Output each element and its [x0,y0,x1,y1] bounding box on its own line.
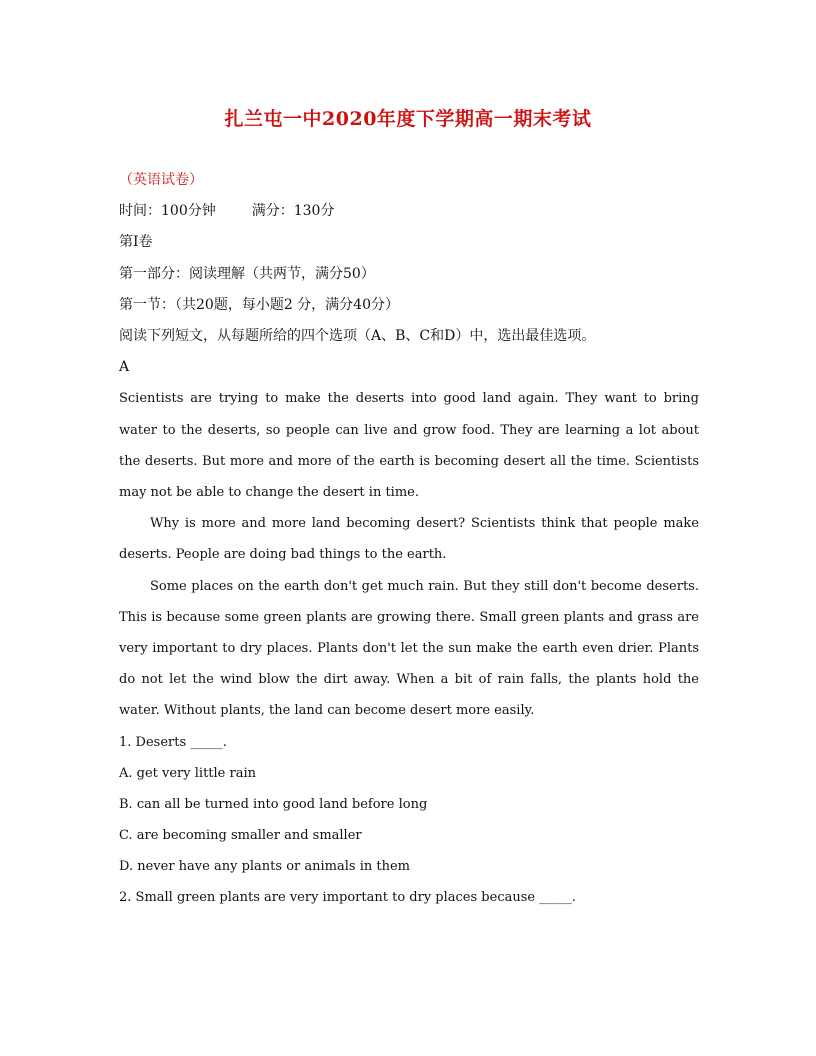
question-1-option-a: A. get very little rain [119,765,256,781]
passage-paragraph-3: Some places on the earth don't get much rain. But they still don't become deserts. This is because some green plants are growing there. Small green plants and grass are very important to dry places. Plants don't let the sun make the earth even drier. Plants do not let the wind blow the dirt away. When a bit of rain falls, the plants hold the water. Without plants, the land can become desert more easily. [119,578,699,719]
question-1-stem: 1. Deserts _____. [119,734,227,750]
exam-meta [119,196,699,227]
exam-title: 扎兰屯一中2020年度下学期高一期末考试 [224,108,592,130]
time-info: 时间：100分钟 [119,203,216,220]
passage-label: A [119,359,130,376]
part-heading: 第一部分：阅读理解（共两节，满分50） [119,265,375,282]
instruction-text: 阅读下列短文，从每题所给的四个选项（A、B、C和D）中，选出最佳选项。 [119,327,596,344]
passage-paragraph-2: Why is more and more land becoming desert? Scientists think that people make deserts. People are doing bad things to the earth. [119,516,699,563]
question-1-option-c: C. are becoming smaller and smaller [119,828,362,844]
section-heading: 第一节：（共20题，每小题2 分，满分40分） [119,296,399,313]
volume-label: 第I卷 [119,234,153,251]
question-1-option-b: B. can all be turned into good land before long [119,796,428,812]
question-1-option-d: D. never have any plants or animals in them [119,859,410,875]
score-info: 满分：130分 [251,203,335,220]
subject-label: （英语试卷） [119,172,203,188]
question-2-stem: 2. Small green plants are very important to dry places because _____. [119,890,576,906]
passage-paragraph-1: Scientists are trying to make the deserts into good land again. They want to bring water to the deserts, so people can live and grow food. They are learning a lot about the deserts. But more and more of the earth is becoming desert all the time. Scientists may not be able to change the desert in time. [119,391,699,500]
exam-content [119,165,699,914]
